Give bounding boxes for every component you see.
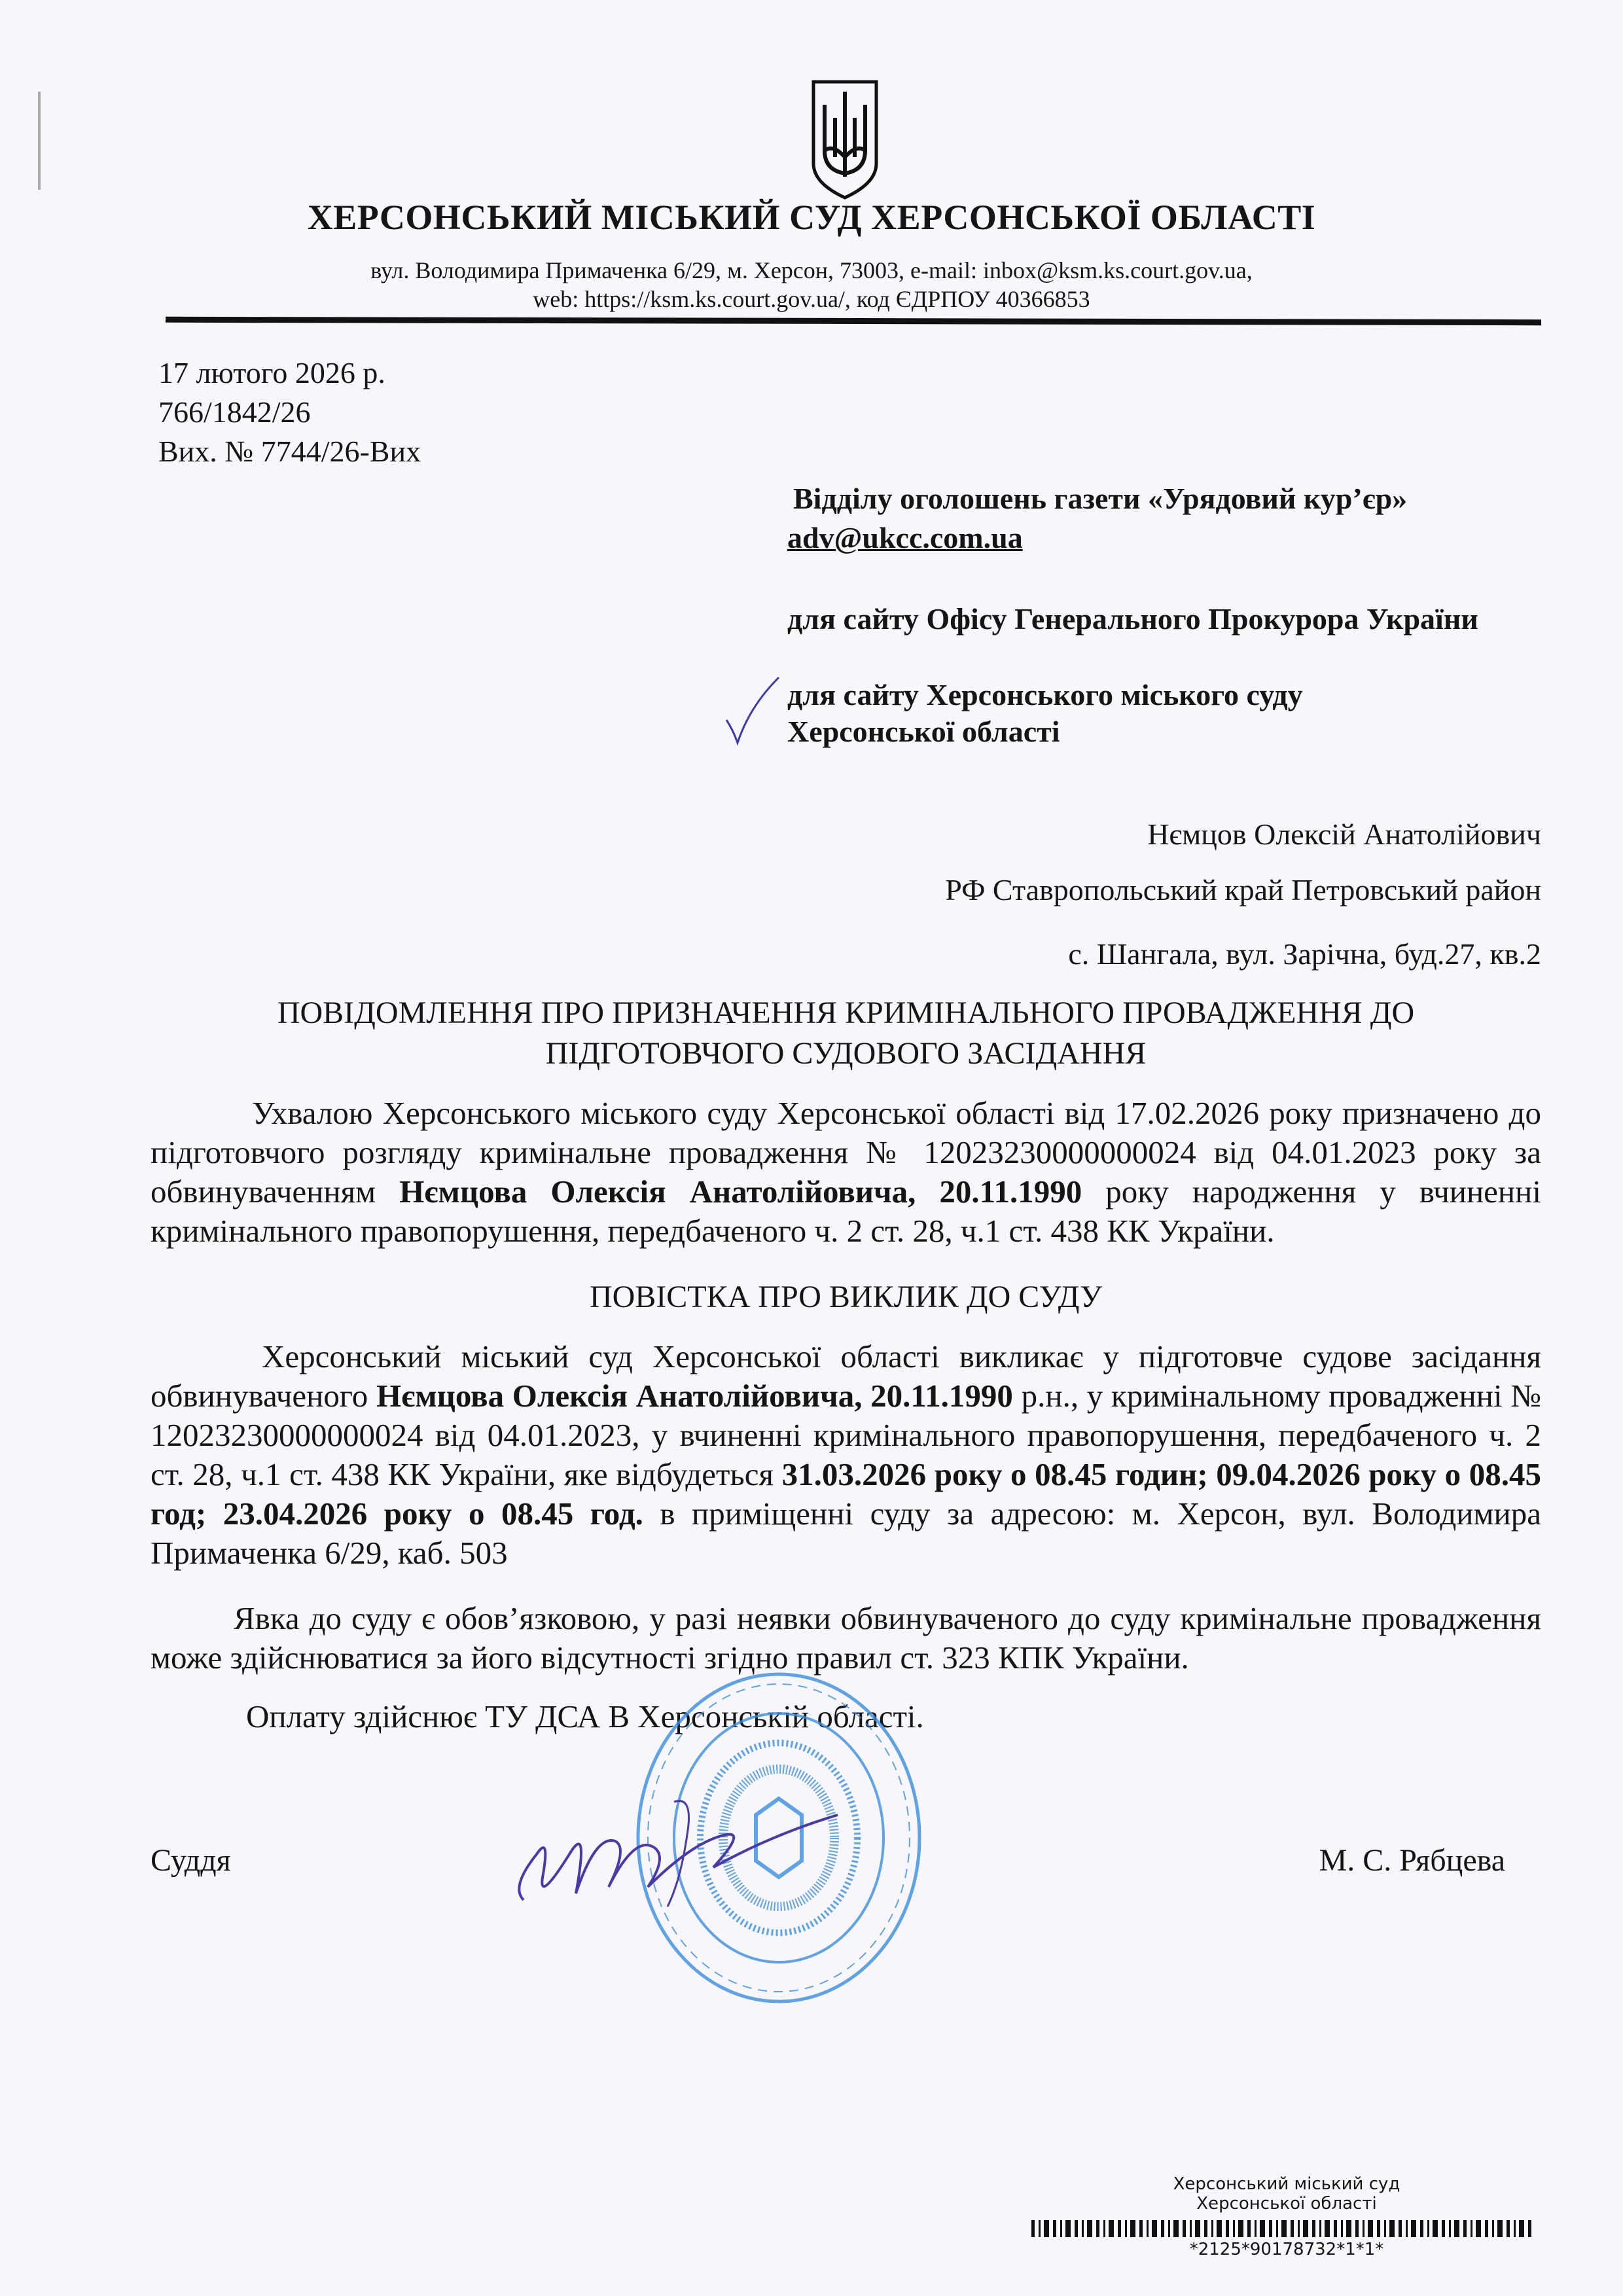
scan-mark [38, 92, 41, 190]
signature-row [151, 1835, 1541, 1880]
hearing-dates: 31.03.2026 року о 08.45 годин; 09.04.2026 року о 08.45 год; 23.04.2026 року о 08.45 год. [151, 1456, 1541, 1532]
footer-court-line1: Херсонський міський суд [1173, 2174, 1400, 2194]
summons-text-mid: р.н., у кримінальному провадженні № 12023230000000024 від 04.01.2023, у вчиненні кримінального правопорушення, передбаченого ч. 2 ст. 28, ч.1 ст. 438 КК України, яке відбудеться [151, 1378, 1542, 1492]
court-name: ХЕРСОНСЬКИЙ МІСЬКИЙ СУД ХЕРСОНСЬКОЇ ОБЛАСТІ [307, 198, 1316, 237]
judge-name: М. С. Рябцева [1319, 1843, 1505, 1878]
addressee-street: с. Шангала, вул. Зарічна, буд.27, кв.2 [1068, 937, 1541, 971]
document-meta [158, 353, 421, 471]
letter-body [151, 993, 1541, 1880]
barcode-number: *2125*90178732*1*1* [1189, 2240, 1384, 2259]
trident-icon [810, 79, 880, 200]
notice-paragraph [151, 1094, 1541, 1251]
case-number: 766/1842/26 [158, 395, 311, 429]
recipient-newspaper: Відділу оголошень газети «Урядовий кур’єр» [793, 482, 1408, 515]
defendant-name: Нємцова Олексія Анатолійовича, 20.11.1990 [399, 1174, 1082, 1210]
recipient-court-site-line2: Херсонської області [787, 715, 1060, 748]
outgoing-number: Вих. № 7744/26-Вих [158, 435, 421, 468]
judge-signature [497, 1795, 864, 1913]
summons-title: ПОВІСТКА ПРО ВИКЛИК ДО СУДУ [589, 1280, 1103, 1314]
summons-text: Херсонський міський суд Херсонської області викликає у підготовче судове засідання обвинуваченого [151, 1338, 1541, 1414]
recipient-prosecutor: для сайту Офісу Генерального Прокурора України [787, 602, 1478, 636]
email-link[interactable]: adv@ukcc.com.ua [787, 521, 1023, 554]
addressee-region: РФ Ставропольський край Петровський район [945, 873, 1541, 906]
defendant-name: Нємцова Олексія Анатолійовича, 20.11.1990 [376, 1378, 1013, 1414]
notice-title-line2: ПІДГОТОВЧОГО СУДОВОГО ЗАСІДАННЯ [545, 1036, 1147, 1071]
footer-court-line2: Херсонської області [1196, 2194, 1377, 2214]
attendance-paragraph: Явка до суду є обов’язковою, у разі неявки обвинуваченого до суду кримінальне провадження може здійснюватися за його відсутності згідно правил ст. 323 КПК України. [151, 1600, 1541, 1676]
court-web: web: https://ksm.ks.court.gov.ua/, код ЄДРПОУ 40366853 [533, 286, 1090, 312]
notice-text-end: року народження у вчиненні кримінального правопорушення, передбаченого ч. 2 ст. 28, ч.1 ст. 438 КК України. [151, 1174, 1541, 1249]
footer-court [1031, 2174, 1542, 2214]
judge-role: Суддя [151, 1843, 231, 1878]
recipient-court-site-line1: для сайту Херсонського міського суду [787, 678, 1303, 711]
document-date: 17 лютого 2026 р. [158, 356, 385, 389]
addressee-name: Нємцов Олексій Анатолійович [1147, 817, 1541, 851]
checkmark-icon [723, 674, 782, 746]
notice-title-line1: ПОВІДОМЛЕННЯ ПРО ПРИЗНАЧЕННЯ КРИМІНАЛЬНОГО ПРОВАДЖЕННЯ ДО [277, 996, 1415, 1030]
recipient-email[interactable] [787, 520, 1023, 556]
notice-title [151, 993, 1541, 1074]
court-address: вул. Володимира Примаченка 6/29, м. Херсон, 73003, e-mail: inbox@ksm.ks.court.gov.ua, [370, 257, 1253, 283]
notice-text: Ухвалою Херсонського міського суду Херсонської області від 17.02.2026 року призначено до підготовчого розгляду кримінальне провадження № 12023230000000024 від 04.01.2023 року за обвинуваченням [151, 1095, 1541, 1210]
payment-paragraph: Оплату здійснює ТУ ДСА В Херсонській області. [246, 1698, 924, 1734]
hearing-address: в приміщенні суду за адресою: м. Херсон, вул. Володимира Примаченка 6/29, каб. 503 [151, 1496, 1541, 1571]
barcode [1031, 2220, 1535, 2237]
recipient-court-site [787, 677, 1303, 750]
summons-paragraph [151, 1337, 1541, 1573]
header-divider [166, 317, 1541, 325]
